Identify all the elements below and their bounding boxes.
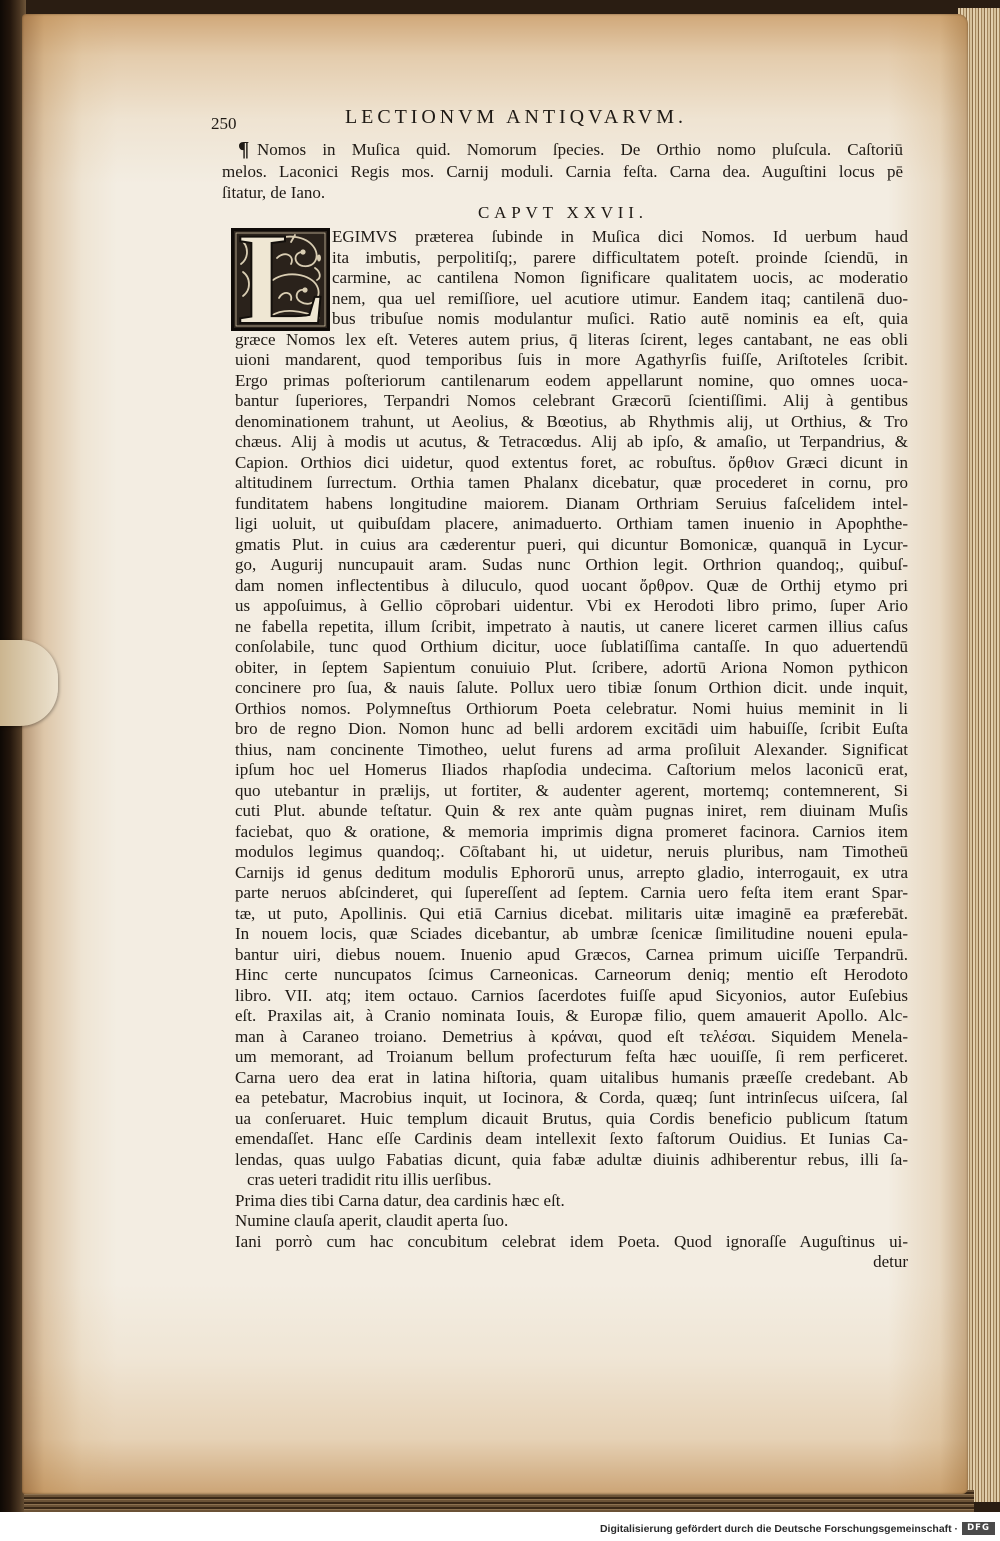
summary-line: Nomos in Muſica quid. Nomorum ſpecies. De Orthio nomo pluſcula. Caſtoriū xyxy=(257,140,903,159)
verse-line: Prima dies tibi Carna datur, dea cardinis hæc eſt. xyxy=(235,1190,565,1210)
text-line: Carna uero dea erat in latina hiſtoria, quam uitalibus humanis præeſſe credebant. Ab xyxy=(235,1067,908,1087)
catchword: detur xyxy=(873,1252,908,1271)
text-line: faciebat, quo & oratione, & memoria imprimis digna promeret facinora. Carnios item xyxy=(235,821,908,841)
chapter-heading: CAPVT XXVII. xyxy=(478,203,648,222)
summary-line: melos. Laconici Regis mos. Carnij moduli. Carnia feſta. Carna dea. Auguſtini locus pē xyxy=(222,162,903,181)
text-line: Carnijs id genus deditum modulis Ephororū unus, arrepto gladio, interrogauit, ex utra xyxy=(235,862,908,882)
text-line: bantur uiri, diebus nouem. Inuenio apud Græcos, Carnea primum uiciſſe Terpandrū. xyxy=(235,944,908,964)
text-line: man à Caraneo troiano. Demetrius à κράναι, quod eſt τελέσαι. Siquidem Menela- xyxy=(235,1026,908,1046)
text-line: Orthios nomos. Polymneſtus Orthiorum Poeta celebratur. Nomi huius meminit in li xyxy=(235,698,908,718)
text-line: funditatem habens longitudine maiorem. Dianam Orthriam Seruius faſcelidem intel- xyxy=(235,493,908,513)
text-line: um memorant, ad Troianum bellum profecturum feſta hæc uouiſſe, ſi rem perficeret. xyxy=(235,1047,908,1066)
text-line: modulos legimus quandoq;. Cōſtabant hi, ut uidetur, neruis pluribus, nam Timotheū xyxy=(235,842,908,861)
text-line: quo utebantur in prælijs, ut fortiter, & audenter agerent, mortemq; contemnerent, Si xyxy=(235,780,908,800)
drop-cap-letter: L xyxy=(238,228,327,331)
text-line: altitudinem ſurrectum. Orthia tamen Phalanx dicebatur, quæ procederet in cornu, pro xyxy=(235,473,908,492)
text-line: conſolabile, tunc quod Orthium dicitur, uoce ſublatiſſima cantaſſe. In quo aduertendū xyxy=(235,637,908,656)
body-text xyxy=(235,227,908,1273)
text-line: bantur ſuperiores, Terpandri Nomos celebrant Græcorū ſcientiſſimi. Alij à gentibus xyxy=(235,391,908,410)
dfg-logo: DFG xyxy=(962,1522,995,1535)
text-line: emendaſſet. Hanc eſſe Cardinis deam intellexit ſexto faſtorum Ouidius. Et Iunias Ca- xyxy=(235,1129,908,1148)
text-line: ea petebatur, Macrobius inquit, ut Iocinora, & Corda, quæq; ſunt intrinſecus uiſcera, ſal xyxy=(235,1088,908,1107)
text-line: EGIMVS præterea ſubinde in Muſica dici Nomos. Id uerbum haud xyxy=(332,227,908,246)
digitization-credit: Digitalisierung gefördert durch die Deutsche Forschungsgemeinschaft · xyxy=(600,1523,958,1535)
text-line: libro. VII. atq; item octauo. Carnios ſacerdotes fuiſſe apud Sicyonios, autor Euſebius xyxy=(235,985,908,1005)
text-line: lendas, quas uulgo Fabatias dicunt, quia fabæ adultæ diuinis adhiberentur rebus, illi ſa- xyxy=(235,1149,908,1169)
text-line: gmatis Plut. in cuius ara cæderentur pueri, qui dicuntur Bomonicæ, quanquā in Lycur- xyxy=(235,534,908,554)
summary-line: ſitatur, de Iano. xyxy=(222,183,326,202)
text-line: cuti Plut. abunde teſtatur. Quin & rex ante quàm pugnas iniret, rem diuinam Muſis xyxy=(235,801,908,820)
text-line: go, Augurij nuncupauit aram. Sudas nunc Orthion legit. Orthrion quandoq;, quibuſ- xyxy=(235,555,908,574)
text-line: In nouem locis, quæ Sciades dicebantur, ab umbræ ſcenicæ ſimilitudine noueni epula- xyxy=(235,924,908,943)
text-line: thius, nam concinente Timotheo, uelut furens ad arma proſiluit Alexander. Significat xyxy=(235,739,908,759)
text-line: us appoſuimus, à Gellio cōprobari uidentur. Vbi ex Herodoti libro primo, ſuper Ario xyxy=(235,596,908,615)
verse-line: Numine clauſa aperit, claudit aperta ſuo. xyxy=(235,1211,509,1230)
text-line: græce Nomos lex eſt. Veteres autem prius, q̄ literas ſcirent, leges cantabant, ne eas obli xyxy=(235,329,908,349)
text-line: Iani porrò cum hac concubitum celebrat idem Poeta. Quod ignoraſſe Auguſtinus ui- xyxy=(235,1231,908,1251)
running-head: LECTIONVM ANTIQVARVM. xyxy=(345,106,687,128)
text-line: Capion. Orthios dici uidetur, quod extentus foret, ac robuſtus. ὄρθιον Græci dicunt in xyxy=(235,452,908,472)
text-line: Hinc certe nuncupatos ſcimus Carneonicas. Carneorum deniq; mentio eſt Herodoto xyxy=(235,965,908,984)
page-number: 250 xyxy=(211,114,237,133)
text-line: dam nomen inflectentibus à diluculo, quod uocant ὄρθρον. Quæ de Orthij etymo pri xyxy=(235,575,908,595)
text-line: ipſum hoc uel Homerus Iliados rhapſodia undecima. Caſtorium melos laconicū erat, xyxy=(235,760,908,779)
text-line: nem, qua uel remiſſiore, uel acutiore utimur. Eandem itaq; cantilenā duo- xyxy=(332,288,908,308)
text-line: ua conſeruaret. Huic templum dicauit Brutus, quia Cordis beneficio publicum ſtatum xyxy=(235,1108,908,1128)
text-line: eſt. Praxilas ait, à Cranio nominata Iouis, & Europæ filio, quem amauerit Apollo. Alc- xyxy=(235,1006,908,1025)
text-line: ita imbutis, perpolitiſq;, parere difficultatem poteſt. proinde ſciendū, in xyxy=(332,247,908,267)
text-line: ne fabella repetita, illum ſcribit, impetrato à nautis, ut canere liceret carmen illius caſus xyxy=(235,616,908,636)
text-line: cras ueteri tradidit ritu illis uerſibus. xyxy=(247,1170,492,1189)
text-line: carmine, ac cantilena Nomon ſignificare qualitatem uocis, ac moderatio xyxy=(332,268,908,287)
text-line: obiter, in ſeptem Sapientum conuiuio Plut. ſcribere, adortū Ariona Nomon pythicon xyxy=(235,657,908,677)
text-line: chæus. Alij à modis ut acutus, & Tetracœdus. Alij ab ipſo, & amaſio, ut Terpandrius, & xyxy=(235,432,908,451)
text-line: tæ, ut puto, Apollinis. Qui etiā Carnius dicebat. militaris uitæ imaginē ea præferebāt. xyxy=(235,903,908,923)
text-line: concinere pro ſua, & nauis ſalute. Pollux uero tibiæ ſonum Orthion dicit. unde inquit, xyxy=(235,678,908,697)
text-line: bus tribuſue nomis modulantur muſici. Ratio autē nominis ea eſt, quia xyxy=(332,309,908,328)
paragraph-mark: ¶ xyxy=(238,137,250,161)
text-line: uioni mandarent, quod temporibus ſuis in more Agathyrſis fuiſſe, Ariſtoteles ſcribit. xyxy=(235,350,908,369)
text-line: Ergo primas poſteriorum cantilenarum eodem appellarunt nomine, quo omnes uoca- xyxy=(235,370,908,390)
text-line: parte neruos abſcinderet, qui ſupereſſent ad ſeptem. Carnia uero feſta item erant Spar- xyxy=(235,883,908,902)
text-line: bro de regno Dion. Nomon hunc ad belli ardorem excitādi uim habuiſſe, ſcribit Euſta xyxy=(235,719,908,738)
text-line: denominationem trahunt, ut Aeolius, & Bœotius, ab Rhythmis alij, ut Orthius, & Tro xyxy=(235,411,908,431)
text-line: ligi uoluit, ut quibuſdam placere, animaduerto. Orthiam tamen inuenio in Apophthe- xyxy=(235,514,908,533)
